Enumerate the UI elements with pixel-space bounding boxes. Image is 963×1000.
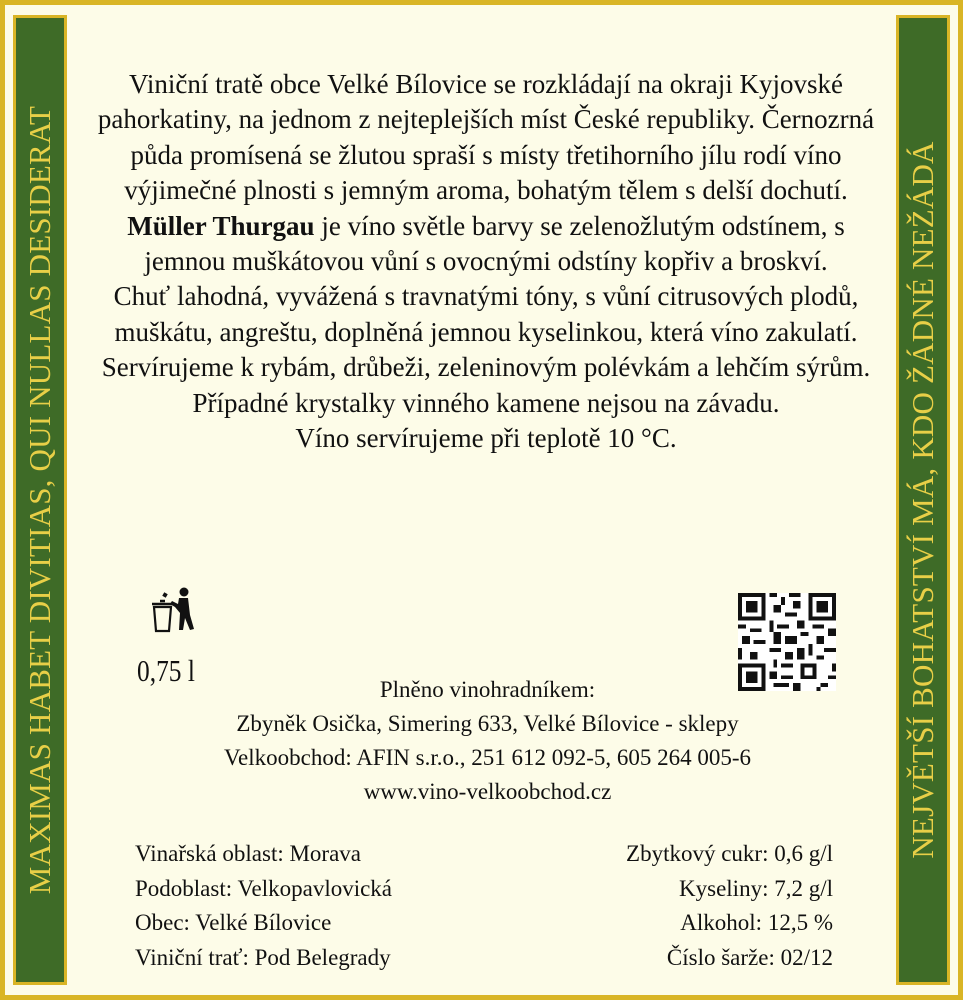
left-motto-text: MAXIMAS HABET DIVITIAS, QUI NULLAS DESIDERAT [22,105,57,895]
bottler-heading: Plněno vinohradníkem: [379,677,596,702]
wine-variety: Müller Thurgau [127,210,315,241]
bin-disposal-icon [150,587,196,643]
description-paragraph-3: Případné krystalky vinného kamene nejsou na závadu. [192,387,780,418]
description-paragraph-1 [90,67,882,279]
analysis-specs [626,837,833,975]
origin-specs [135,837,392,975]
spec-batch-number: Číslo šarže: 02/12 [666,944,833,970]
spec-village: Obec: Velké Bílovice [135,910,332,935]
bottler-info [125,673,850,809]
spec-subregion: Podoblast: Velkopavlovická [135,875,393,901]
wine-description [90,67,882,456]
website-link[interactable]: www.vino-velkoobchod.cz [363,779,612,804]
right-motto-text: NEJVĚTŠÍ BOHATSTVÍ MÁ, KDO ŽÁDNÉ NEŽÁDÁ [905,141,940,859]
spec-vineyard: Viniční trať: Pod Belegrady [135,944,391,970]
description-text-2: je víno světle barvy se zelenožlutým odstínem, s jemnou muškátovou vůní s ovocnými odstíny kopřiv a broskví. [144,210,845,277]
spec-residual-sugar: Zbytkový cukr: 0,6 g/l [626,841,833,866]
left-motto-band [13,15,67,985]
description-text-1: Viniční tratě obce Velké Bílovice se rozkládají na okraji Kyjovské pahorkatiny, na jednom z nejteplejších míst České republiky. Černozrná půda promísená se žlutou spraší s místy třetihorního jílu rodí víno výjimečné plnosti s jemným aroma, bohatým tělem s delší dochutí. [97,69,875,206]
description-paragraph-2: Chuť lahodná, vyvážená s travnatými tóny, s vůní citrusových plodů, muškátu, angreštu, doplněná jemnou kyselinkou, která víno zakulatí. Servírujeme k rybám, drůbeži, zeleninovým polévkám a lehčím sýrům. [101,281,871,383]
spec-acidity: Kyseliny: 7,2 g/l [679,875,833,901]
right-motto-band [896,15,950,985]
spec-alcohol: Alkohol: 12,5 % [680,910,833,935]
description-paragraph-4: Víno servírujeme při teplotě 10 °C. [295,423,677,454]
wholesale-contact: Velkoobchod: AFIN s.r.o., 251 612 092-5, 605 264 005-6 [223,745,752,770]
spec-region: Vinařská oblast: Morava [135,841,362,866]
bottler-address: Zbyněk Osička, Simering 633, Velké Bílovice - sklepy [236,711,739,736]
volume-label: 0,75 l [137,653,195,688]
